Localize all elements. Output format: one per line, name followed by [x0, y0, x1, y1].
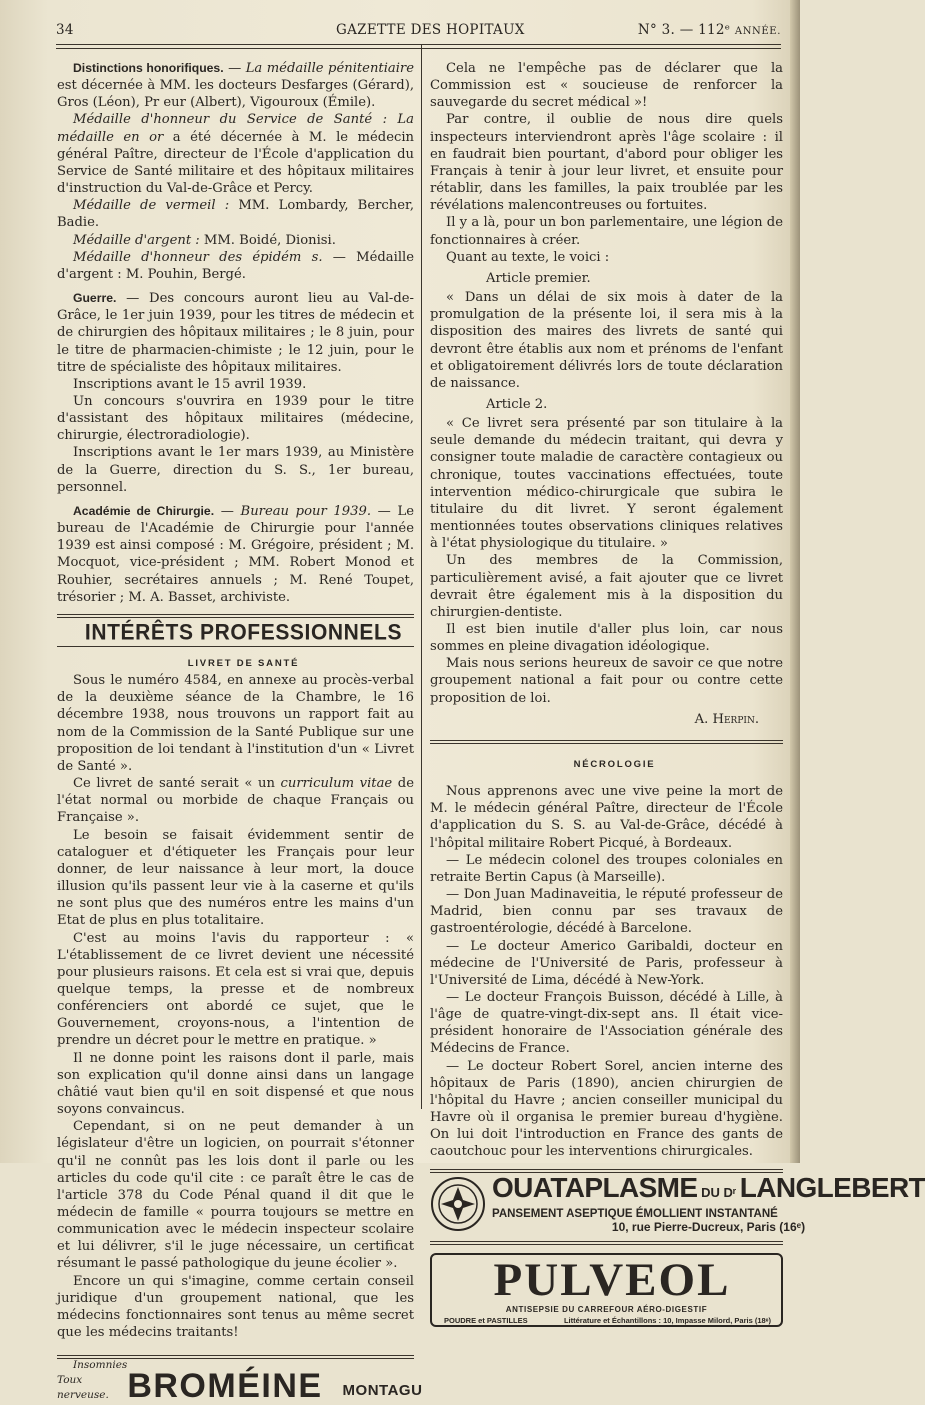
livret-para-1: Sous le numéro 4584, en annexe au procès-verbal de la deuxième séance de la Chambre, le 16 décembre 1938, nous trouvons un rapport fait au nom de la Commission de la Santé Publique sur une proposition de loi tendant à l'institution d'un « Livret de Santé ».	[57, 673, 414, 774]
ad-ouataplasme-mid: DU Dʳ	[697, 1185, 740, 1201]
distinctions-text-2: a été décernée à M. le médecin général Paître, directeur de l'École d'application du Service de Santé militaire et des hôpitaux militaires d'instruction du Val-de-Grâce et Percy.	[57, 129, 414, 197]
article-1-text: « Dans un délai de six mois à dater de la promulgation de la présente loi, il sera mis à la disposition des maires des livrets de santé qui devront être établis aux nom et prénoms de l'enfant et obligatoirement délivrés lors de toute déclaration de naissance.	[430, 290, 783, 391]
distinctions-italic-1: La médaille pénitentiaire	[245, 61, 414, 76]
livret-para-3: Le besoin se faisait évidemment sentir de cataloguer et d'étiqueter les Français pour leur donner, de leur naissance à leur mort, la douce illusion qu'ils passent leur vie à la caserne et qu'ils ne sont plus que des numéros entre les mains d'un Etat de plus en plus totalitaire.	[57, 827, 414, 929]
livret-text-2b: de l'état normal ou morbide de chaque Français ou Française ».	[57, 776, 414, 826]
guerre-para-3: Un concours s'ouvrira en 1939 pour le titre d'assistant des hôpitaux militaires (médecine, chirurgie, électroradiologie).	[57, 393, 414, 444]
guerre-heading: Guerre.	[73, 291, 117, 306]
ad-bromeine-maker: MONTAGU	[342, 1382, 423, 1400]
right-para-2: Par contre, il oublie de nous dire quels inspecteurs interviendront après l'âge scolaire : il en faudrait bien pourtant, d'abord pour obliger les Français à tenir à jour leur livret, et ensuite pour rétablir, dans les familles, la paix troublée par les révélations malencontreuses ou fortuites.	[430, 112, 783, 214]
subsection-title: LIVRET DE SANTÉ	[187, 658, 300, 669]
ad-pulveol	[430, 1253, 783, 1327]
ad-pulveol-name: PULVEOL	[493, 1253, 731, 1306]
distinctions-italic-3: Médaille de vermeil :	[73, 198, 230, 214]
right-para-7: Mais nous serions heureux de savoir ce que notre groupement national a fait pour ou contre cette proposition de loi.	[430, 656, 783, 706]
distinctions-text-4: MM. Boidé, Dionisi.	[199, 232, 336, 248]
section-title: INTÉRÊTS PROFESSIONNELS	[84, 620, 403, 645]
distinctions-text-5: — Médaille d'argent : M. Pouhin, Bergé.	[57, 249, 414, 282]
necro-item: — Le médecin colonel des troupes coloniales en retraite Bertin Capus (à Marseille).	[430, 852, 783, 885]
academie-heading: Académie de Chirurgie.	[73, 503, 215, 518]
academie-text: — Le bureau de l'Académie de Chirurgie pour l'année 1939 est ainsi composé : M. Grégoire, président ; M. Mocquot, vice-président ; MM. Robert Monod et Rouhier, secrétaires annuels ; M. René Toupet, trésorier ; M. A. Basset, archiviste.	[57, 503, 414, 605]
section-rule-bottom	[57, 646, 414, 647]
ad-bromeine-tag-1: Insomnies	[73, 1359, 128, 1372]
livret-para-5: Il ne donne point les raisons dont il parle, mais son explication qu'il donne ainsi dans un langage châtié vaut bien qu'il en soit dispensé et que nous soyons convaincus.	[57, 1050, 414, 1118]
ad-pulveol-line-3b: Littérature et Échantillons : 10, Impasse Milord, Paris (18ᵉ)	[563, 1315, 771, 1325]
ad-ouataplasme-line-2: PANSEMENT ASEPTIQUE ÉMOLLIENT INSTANTANÉ	[492, 1208, 778, 1221]
livret-para-6: Cependant, si on ne peut demander à un législateur d'être un logicien, on pourrait s'étonner qu'il ne connût pas les lois dont il parle ou les articles du code qu'il cite : ce paraît être le cas de l'article 378 du Code Pénal quand il dit que le médecin de famille « pourra toujours se mettre en communication avec le médecin inspecteur scolaire et lui délivrer, s'il le juge nécessaire, un certificat résumant le passé pathologique du jeune écolier ».	[57, 1119, 414, 1272]
ad-ouataplasme-name: LANGLEBERT	[739, 1172, 925, 1204]
signature-name: Herpin.	[712, 711, 759, 727]
issue-label: N° 3. — 112ᵉ	[637, 22, 731, 38]
necro-item: — Le docteur Americo Garibaldi, docteur en médecine de l'Université de Paris, professeur à l'Université de Lima, décédé à New-York.	[430, 938, 783, 988]
ad-ouataplasme-line-3: 10, rue Pierre-Ducreux, Paris (16ᵉ)	[611, 1220, 806, 1235]
ad-bromeine-brand: BROMÉINE	[127, 1367, 323, 1405]
distinctions-text-1: est décernée à MM. les docteurs Desfarges (Gérard), Gros (Léon), Pr eur (Albert), Vigouroux (Émile).	[57, 78, 414, 111]
distinctions-heading: Distinctions honorifiques.	[73, 61, 224, 75]
signature-initial: A.	[694, 711, 713, 727]
column-divider	[421, 44, 422, 1109]
right-para-1: Cela ne l'empêche pas de déclarer que la Commission est « soucieuse de renforcer la sauvegarde du secret médical »!	[430, 61, 783, 111]
issue-year-label: ANNÉE.	[734, 26, 781, 37]
issue-number	[638, 22, 781, 38]
running-header	[56, 22, 781, 40]
guerre-para-4: Inscriptions avant le 1er mars 1939, au Ministère de la Guerre, direction du S. S., 1er bureau, personnel.	[57, 445, 414, 495]
right-para-4: Quant au texte, le voici :	[446, 249, 610, 265]
academie-para: Académie de Chirurgie. — Bureau pour 1939. — Le bureau de l'Académie de Chirurgie pour l'année 1939 est ainsi composé : M. Grégoire, président ; M. Mocquot, vice-président ; MM. Robert Monod et Rouhier, secrétaires annuels ; M. René Toupet, trésorier ; M. A. Basset, archiviste.	[57, 503, 414, 605]
livret-text-2a: Ce livret de santé serait « un	[73, 776, 281, 792]
ad-pulveol-line-3	[444, 1312, 771, 1329]
page-number: 34	[56, 22, 74, 38]
signature	[430, 711, 783, 728]
distinctions-italic-2: Médaille d'honneur du Service de Santé : La médaille en or	[57, 112, 414, 145]
livret-para-7: Encore un qui s'imagine, comme certain conseil juridique d'un groupement national, que les médecins fonctionnaires sont tenus au même secret que les médecins traitants!	[57, 1273, 414, 1341]
guerre-para-1	[57, 290, 414, 376]
ad-bromeine-tags	[57, 1358, 127, 1403]
distinctions-para-3	[57, 197, 414, 231]
distinctions-para-4	[57, 232, 414, 249]
right-column	[430, 60, 925, 1327]
necro-title: NÉCROLOGIE	[573, 758, 656, 770]
livret-para-2	[57, 775, 414, 826]
necro-item: — Don Juan Madinaveitia, le réputé professeur de Madrid, bien connu par ses travaux de gastroentérologie, décédé à Barcelone.	[430, 887, 783, 937]
ad-bromeine	[57, 1359, 423, 1405]
section-rule-top	[57, 614, 414, 618]
ad-pulveol-line-2: ANTISEPSIE DU CARREFOUR AÉRO-DIGESTIF	[505, 1304, 708, 1314]
distinctions-text-3: MM. Lombardy, Bercher, Badie.	[57, 198, 415, 231]
ad-ouataplasme-headline	[492, 1173, 925, 1208]
ad-pulveol-line-3a: POUDRE et PASTILLES	[444, 1315, 528, 1325]
page-edge	[790, 0, 800, 1163]
distinctions-para-1: Distinctions honorifiques. — La médaille pénitentiaire est décernée à MM. les docteurs Desfarges (Gérard), Gros (Léon), Pr eur (Albert), Vigouroux (Émile).	[57, 61, 414, 111]
necro-rule	[430, 740, 783, 744]
necro-item: Nous apprenons avec une vive peine la mort de M. le médecin général Paître, directeur de l'École d'application du S. S. au Val-de-Grâce, décédé à l'hôpital militaire Robert Picqué, à Bordeaux.	[430, 784, 783, 851]
ad-ouataplasme-title: OUATAPLASME	[492, 1172, 698, 1204]
distinctions-italic-5: Médaille d'honneur des épidém s.	[73, 249, 323, 265]
guerre-para-2: Inscriptions avant le 15 avril 1939.	[73, 376, 307, 392]
livret-para-4: C'est au moins l'avis du rapporteur : « L'établissement de ce livret devient une nécessité pour plusieurs raisons. Et cela est si vrai que, depuis quelque temps, la presse et de nombreux conférenciers ont abordé ce sujet, que le Gouvernement, croyons-nous, a l'intention de prendre un décret pour le mettre en pratique. »	[57, 930, 414, 1049]
left-column	[57, 60, 423, 1405]
header-rule-bottom	[56, 48, 781, 49]
ouataplasme-logo-icon	[430, 1176, 486, 1232]
livret-italic-2: curriculum vitae	[280, 776, 393, 792]
distinctions-para-2	[57, 111, 414, 197]
article-1-title: Article premier.	[486, 270, 591, 286]
necro-item: — Le docteur François Buisson, décédé à Lille, à l'âge de quatre-vingt-dix-sept ans. Il était vice-président honoraire de l'Association générale des Médecins de France.	[430, 989, 783, 1057]
journal-title: GAZETTE DES HOPITAUX	[336, 22, 525, 38]
ad-rule-3	[430, 1241, 783, 1245]
ad-ouataplasme	[430, 1172, 925, 1235]
guerre-text-1: — Des concours auront lieu au Val-de-Grâce, le 1er juin 1939, pour les titres de médecin et de chirurgien des hôpitaux militaires ; le 8 juin, pour le titre de pharmacien-chimiste ; le 12 juin, pour le titre de spécialiste des hôpitaux militaires.	[57, 291, 414, 375]
ad-bromeine-tag-2: Toux nerveuse.	[57, 1374, 109, 1402]
academie-italic: Bureau pour 1939.	[240, 503, 372, 519]
right-para-5: Un des membres de la Commission, particulièrement avisé, a fait ajouter que ce livret devrait être également mis à la disposition du chirurgien-dentiste.	[430, 553, 783, 620]
article-2-text: « Ce livret sera présenté par son titulaire à la seule demande du médecin traitant, qui devra y consigner toute maladie de caractère contagieux ou chronique, toutes vaccinations effectuées, toute intervention médico-chirurgicale que subira le titulaire du dit livret. Y seront également mentionnées toutes observations cliniques relatives à l'état physiologique du titulaire. »	[430, 416, 783, 552]
right-para-6: Il est bien inutile d'aller plus loin, car nous sommes en pleine divagation idéologique.	[430, 622, 783, 655]
distinctions-para-5	[57, 249, 414, 283]
necro-item: — Le docteur Robert Sorel, ancien interne des hôpitaux de Paris (1890), ancien chirurgien de l'hôpital du Havre ; ancien conseiller municipal du Havre où il organisa le premier bureau d'hygiène. On lui doit l'introduction en France des gants de caoutchouc pour les interventions chirurgicales.	[430, 1058, 783, 1160]
distinctions-italic-4: Médaille d'argent :	[73, 232, 200, 248]
right-para-3: Il y a là, pour un bon parlementaire, une légion de fonctionnaires à créer.	[430, 215, 783, 248]
ad-ouataplasme-text	[486, 1173, 925, 1234]
header-rule-top	[56, 44, 781, 45]
article-2-title: Article 2.	[486, 396, 548, 412]
